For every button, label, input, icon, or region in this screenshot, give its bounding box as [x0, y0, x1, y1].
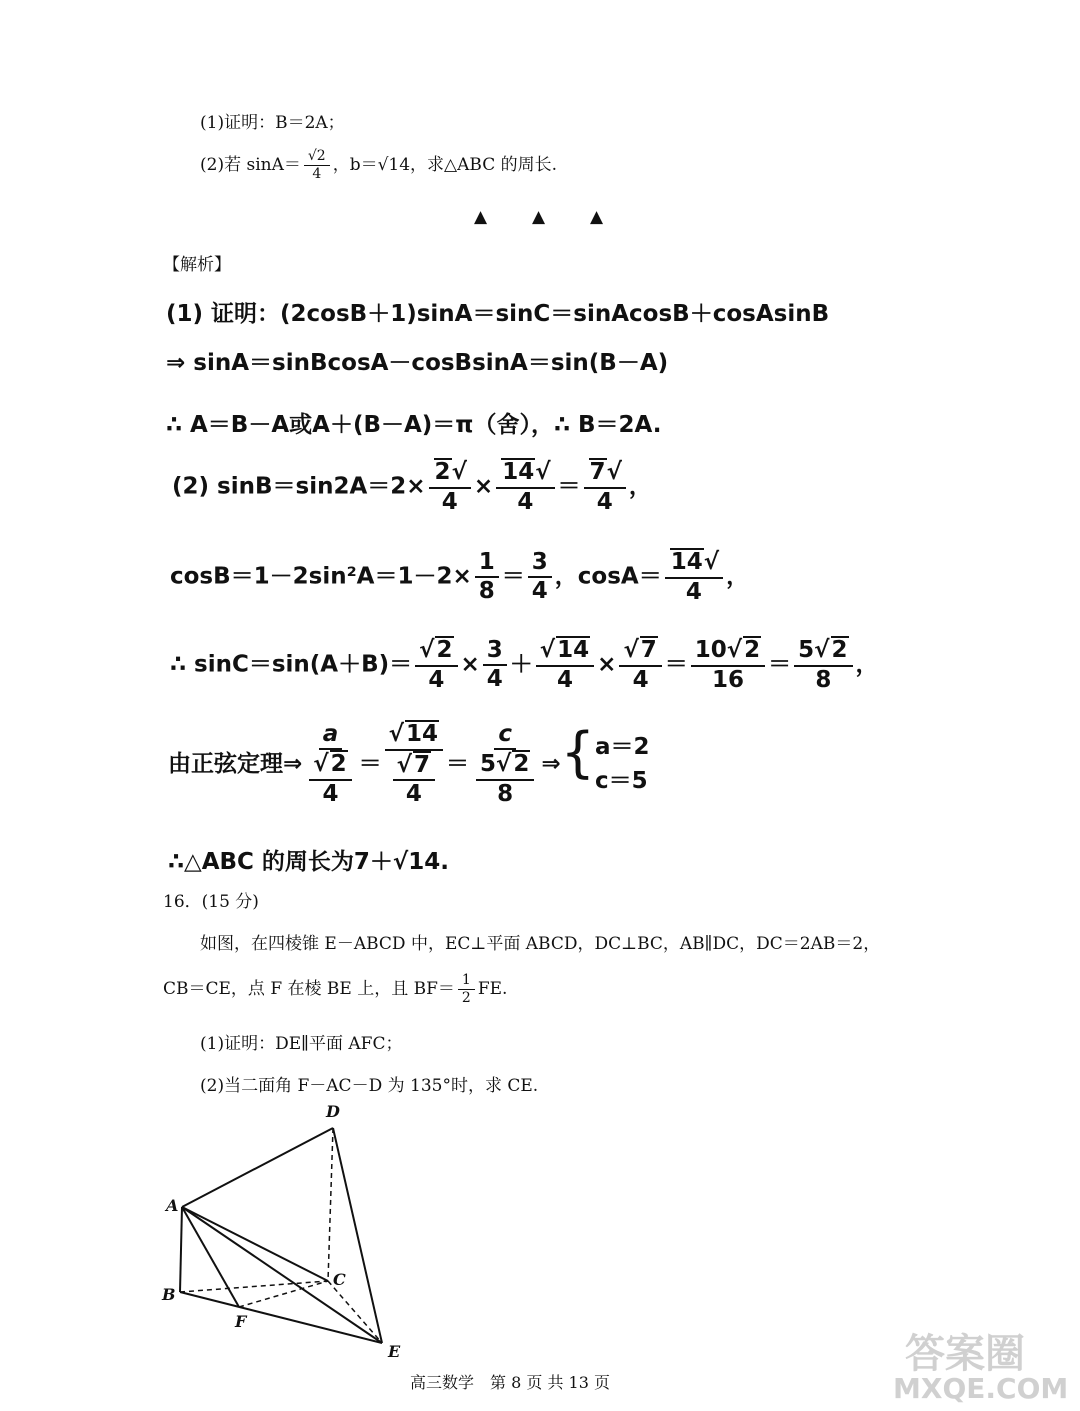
edge-DC-dashed	[328, 1128, 333, 1281]
solution-line-3: ∴ A＝B－A或A＋(B－A)＝π（舍），∴ B＝2A.	[166, 412, 662, 438]
pyramid-figure	[150, 1095, 420, 1370]
system-a: a＝2	[595, 733, 650, 760]
line6-prefix: ∴ sinC＝sin(A＋B)＝	[170, 651, 413, 678]
label-B: B	[162, 1285, 176, 1304]
q16-stem-line1: 如图，在四棱锥 E－ABCD 中，EC⊥平面 ABCD，DC⊥BC，AB∥DC，DC＝2AB＝2，	[200, 934, 881, 954]
q16-part2: (2)当二面角 F－AC－D 为 135°时，求 CE.	[200, 1076, 539, 1096]
watermark-logo: 答案圈	[905, 1331, 1025, 1377]
page-footer: 高三数学 第 8 页 共 13 页	[410, 1373, 610, 1392]
part2-question	[200, 148, 557, 183]
solution-line-8: ∴△ABC 的周长为7＋√14.	[168, 849, 449, 875]
part1-question: (1)证明：B＝2A；	[200, 113, 345, 133]
sinA-fraction	[304, 148, 330, 183]
triangle-marker: ▲	[474, 207, 488, 227]
frac-den: 4	[312, 165, 322, 182]
edge-DE	[333, 1128, 382, 1343]
part2-b: ，b＝√14，求△ABC 的周长.	[332, 154, 558, 175]
fraction: $\frac{7√}{4}$	[584, 458, 626, 516]
system-c: c＝5	[595, 768, 648, 795]
solution-tag: 【解析】	[163, 255, 231, 275]
edge-BE	[180, 1292, 382, 1343]
fraction: $\frac{2√}{4}$	[429, 458, 471, 516]
edge-AB	[180, 1207, 182, 1292]
label-F: F	[235, 1312, 247, 1331]
q16-part1: (1)证明：DE∥平面 AFC；	[200, 1034, 403, 1054]
stem2-suffix: FE.	[477, 978, 508, 999]
frac-num: 1	[458, 972, 475, 990]
label-A: A	[166, 1196, 179, 1215]
frac-den: 2	[461, 989, 471, 1006]
edge-AD	[182, 1128, 333, 1207]
stem2-prefix: CB＝CE，点 F 在棱 BE 上，且 BF＝	[163, 978, 455, 999]
label-E: E	[388, 1342, 401, 1361]
solution-line-6: ∴ sinC＝sin(A＋B)＝ $\frac{√2}{4}$ × $\frac{3}{4}$ ＋ $\frac{√14}{4}$ × $\frac{√7}{4}$ ＝ $\frac{10√2}{16}$ ＝ $\frac{5√2}{8}$ ，	[170, 636, 879, 693]
line5-prefix: cosB＝1－2sin²A＝1－2×	[170, 563, 472, 590]
line7-prefix: 由正弦定理⇒	[168, 750, 303, 777]
solution-line-2: ⇒ sinA＝sinBcosA－cosBsinA＝sin(B－A)	[166, 350, 669, 376]
solution-line-5: cosB＝1－2sin²A＝1－2× $\frac{1}{8}$ ＝ $\frac{3}{4}$ ，cosA＝ $\frac{14√}{4}$ ，	[170, 548, 750, 605]
frac-num: √2	[304, 148, 330, 166]
edge-AE	[182, 1207, 382, 1343]
part2-prefix: (2)若 sinA＝	[200, 154, 301, 175]
solution-line-1: (1) 证明：(2cosB＋1)sinA＝sinC＝sinAcosB＋cosAsinB	[166, 301, 830, 327]
fraction: $\frac{14√}{4}$	[496, 458, 554, 516]
line4-prefix: (2) sinB＝sin2A＝2×	[172, 473, 426, 500]
label-D: D	[326, 1102, 340, 1121]
triangle-marker: ▲	[532, 207, 546, 227]
triangle-marker: ▲	[590, 207, 604, 227]
solution-line-7: 由正弦定理⇒ $\frac{a}{\frac{√2}{4}}$ ＝ $\frac{√14}{\frac{√7}{4}}$ ＝ $\frac{c}{\frac{5√2}{8}}$ ⇒{ a＝2 c＝5	[168, 720, 650, 808]
label-C: C	[333, 1270, 346, 1289]
solution-line-4: (2) sinB＝sin2A＝2× $\frac{2√}{4}$ × $\frac{14√}{4}$ ＝ $\frac{7√}{4}$ ，	[172, 459, 652, 515]
watermark-url: MXQE.COM	[893, 1372, 1069, 1405]
q16-stem-line2	[163, 972, 507, 1007]
q16-number: 16．(15 分)	[163, 892, 259, 912]
